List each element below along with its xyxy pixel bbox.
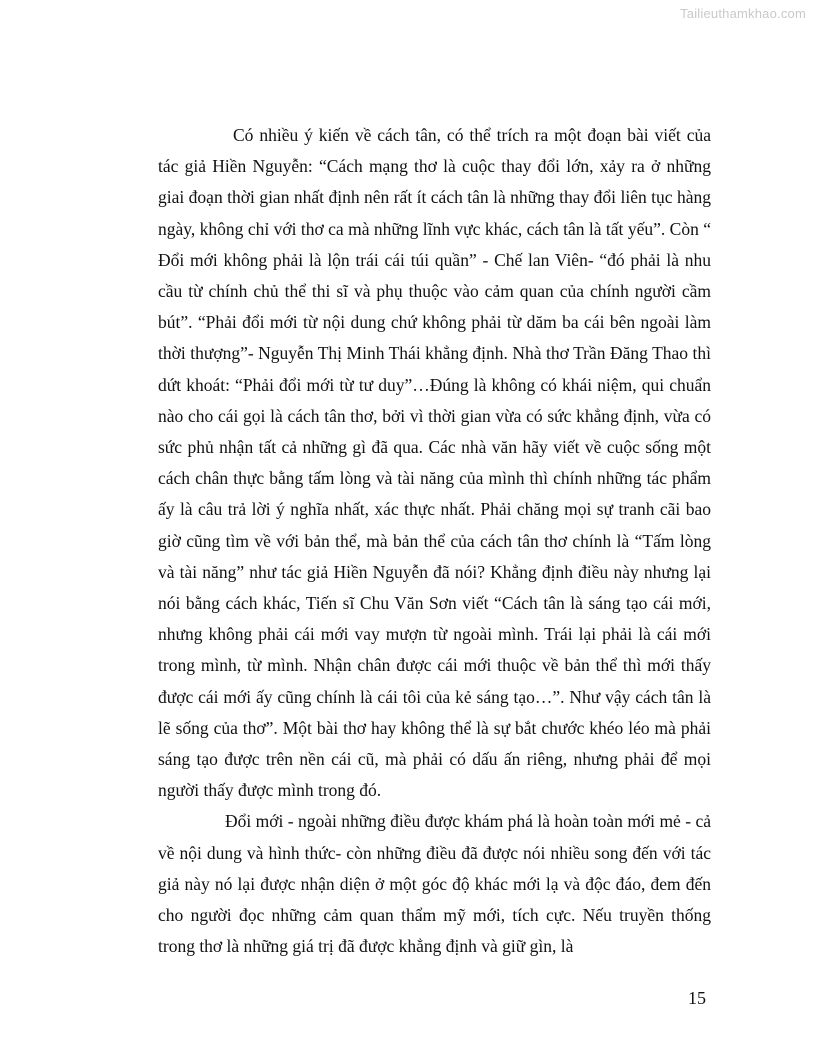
page-number: 15 [688, 988, 706, 1008]
paragraph-1: Có nhiều ý kiến về cách tân, có thể trích ra một đoạn bài viết của tác giả Hiền Nguyễn: “Cách mạng thơ là cuộc thay đổi lớn, xảy ra ở những giai đoạn thời gian nhất định nên rất ít cách tân là những thay đổi liên tục hàng ngày, không chỉ với thơ ca mà những lĩnh vực khác, cách tân là tất yếu”. Còn “ Đổi mới không phải là lộn trái cái túi quần” - Chế lan Viên- “đó phải là nhu cầu từ chính chủ thể thi sĩ và phụ thuộc vào cảm quan của chính người cầm bút”. “Phải đổi mới từ nội dung chứ không phải từ dăm ba cái bên ngoài làm thời thượng”- Nguyễn Thị Minh Thái khẳng định. Nhà thơ Trần Đăng Thao thì dứt khoát: “Phải đổi mới từ tư duy”…Đúng là không có khái niệm, qui chuẩn nào cho cái gọi là cách tân thơ, bởi vì thời gian vừa có sức khẳng định, vừa có sức phủ nhận tất cả những gì đã qua. Các nhà văn hãy viết về cuộc sống một cách chân thực bằng tấm lòng và tài năng của mình thì chính những tác phẩm ấy là câu trả lời ý nghĩa nhất, xác thực nhất. Phải chăng mọi sự tranh cãi bao giờ cũng tìm về với bản thể, mà bản thể của cách tân thơ chính là “Tấm lòng và tài năng” như tác giả Hiền Nguyễn đã nói? Khẳng định điều này nhưng lại nói bằng cách khác, Tiến sĩ Chu Văn Sơn viết “Cách tân là sáng tạo cái mới, nhưng không phải cái mới vay mượn từ ngoài mình. Trái lại phải là cái mới trong mình, từ mình. Nhận chân được cái mới thuộc về bản thể thì mới thấy được cái mới ấy cũng chính là cái tôi của kẻ sáng tạo…”. Như vậy cách tân là lẽ sống của thơ”. Một bài thơ hay không thể là sự bắt chước khéo léo mà phải sáng tạo được trên nền cái cũ, mà phải có dấu ấn riêng, nhưng phải để mọi người thấy được mình trong đó. [158, 125, 711, 801]
paragraph-2: Đổi mới - ngoài những điều được khám phá là hoàn toàn mới mẻ - cả về nội dung và hình thức- còn những điều đã được nói nhiều song đến với tác giả này nó lại được nhận diện ở một góc độ khác mới lạ và độc đáo, đem đến cho người đọc những cảm quan thẩm mỹ mới, tích cực. Nếu truyền thống trong thơ là những giá trị đã được khẳng định và giữ gìn, là [158, 811, 711, 957]
page-body [158, 120, 711, 962]
watermark: Tailieuthamkhao.com [680, 6, 806, 21]
